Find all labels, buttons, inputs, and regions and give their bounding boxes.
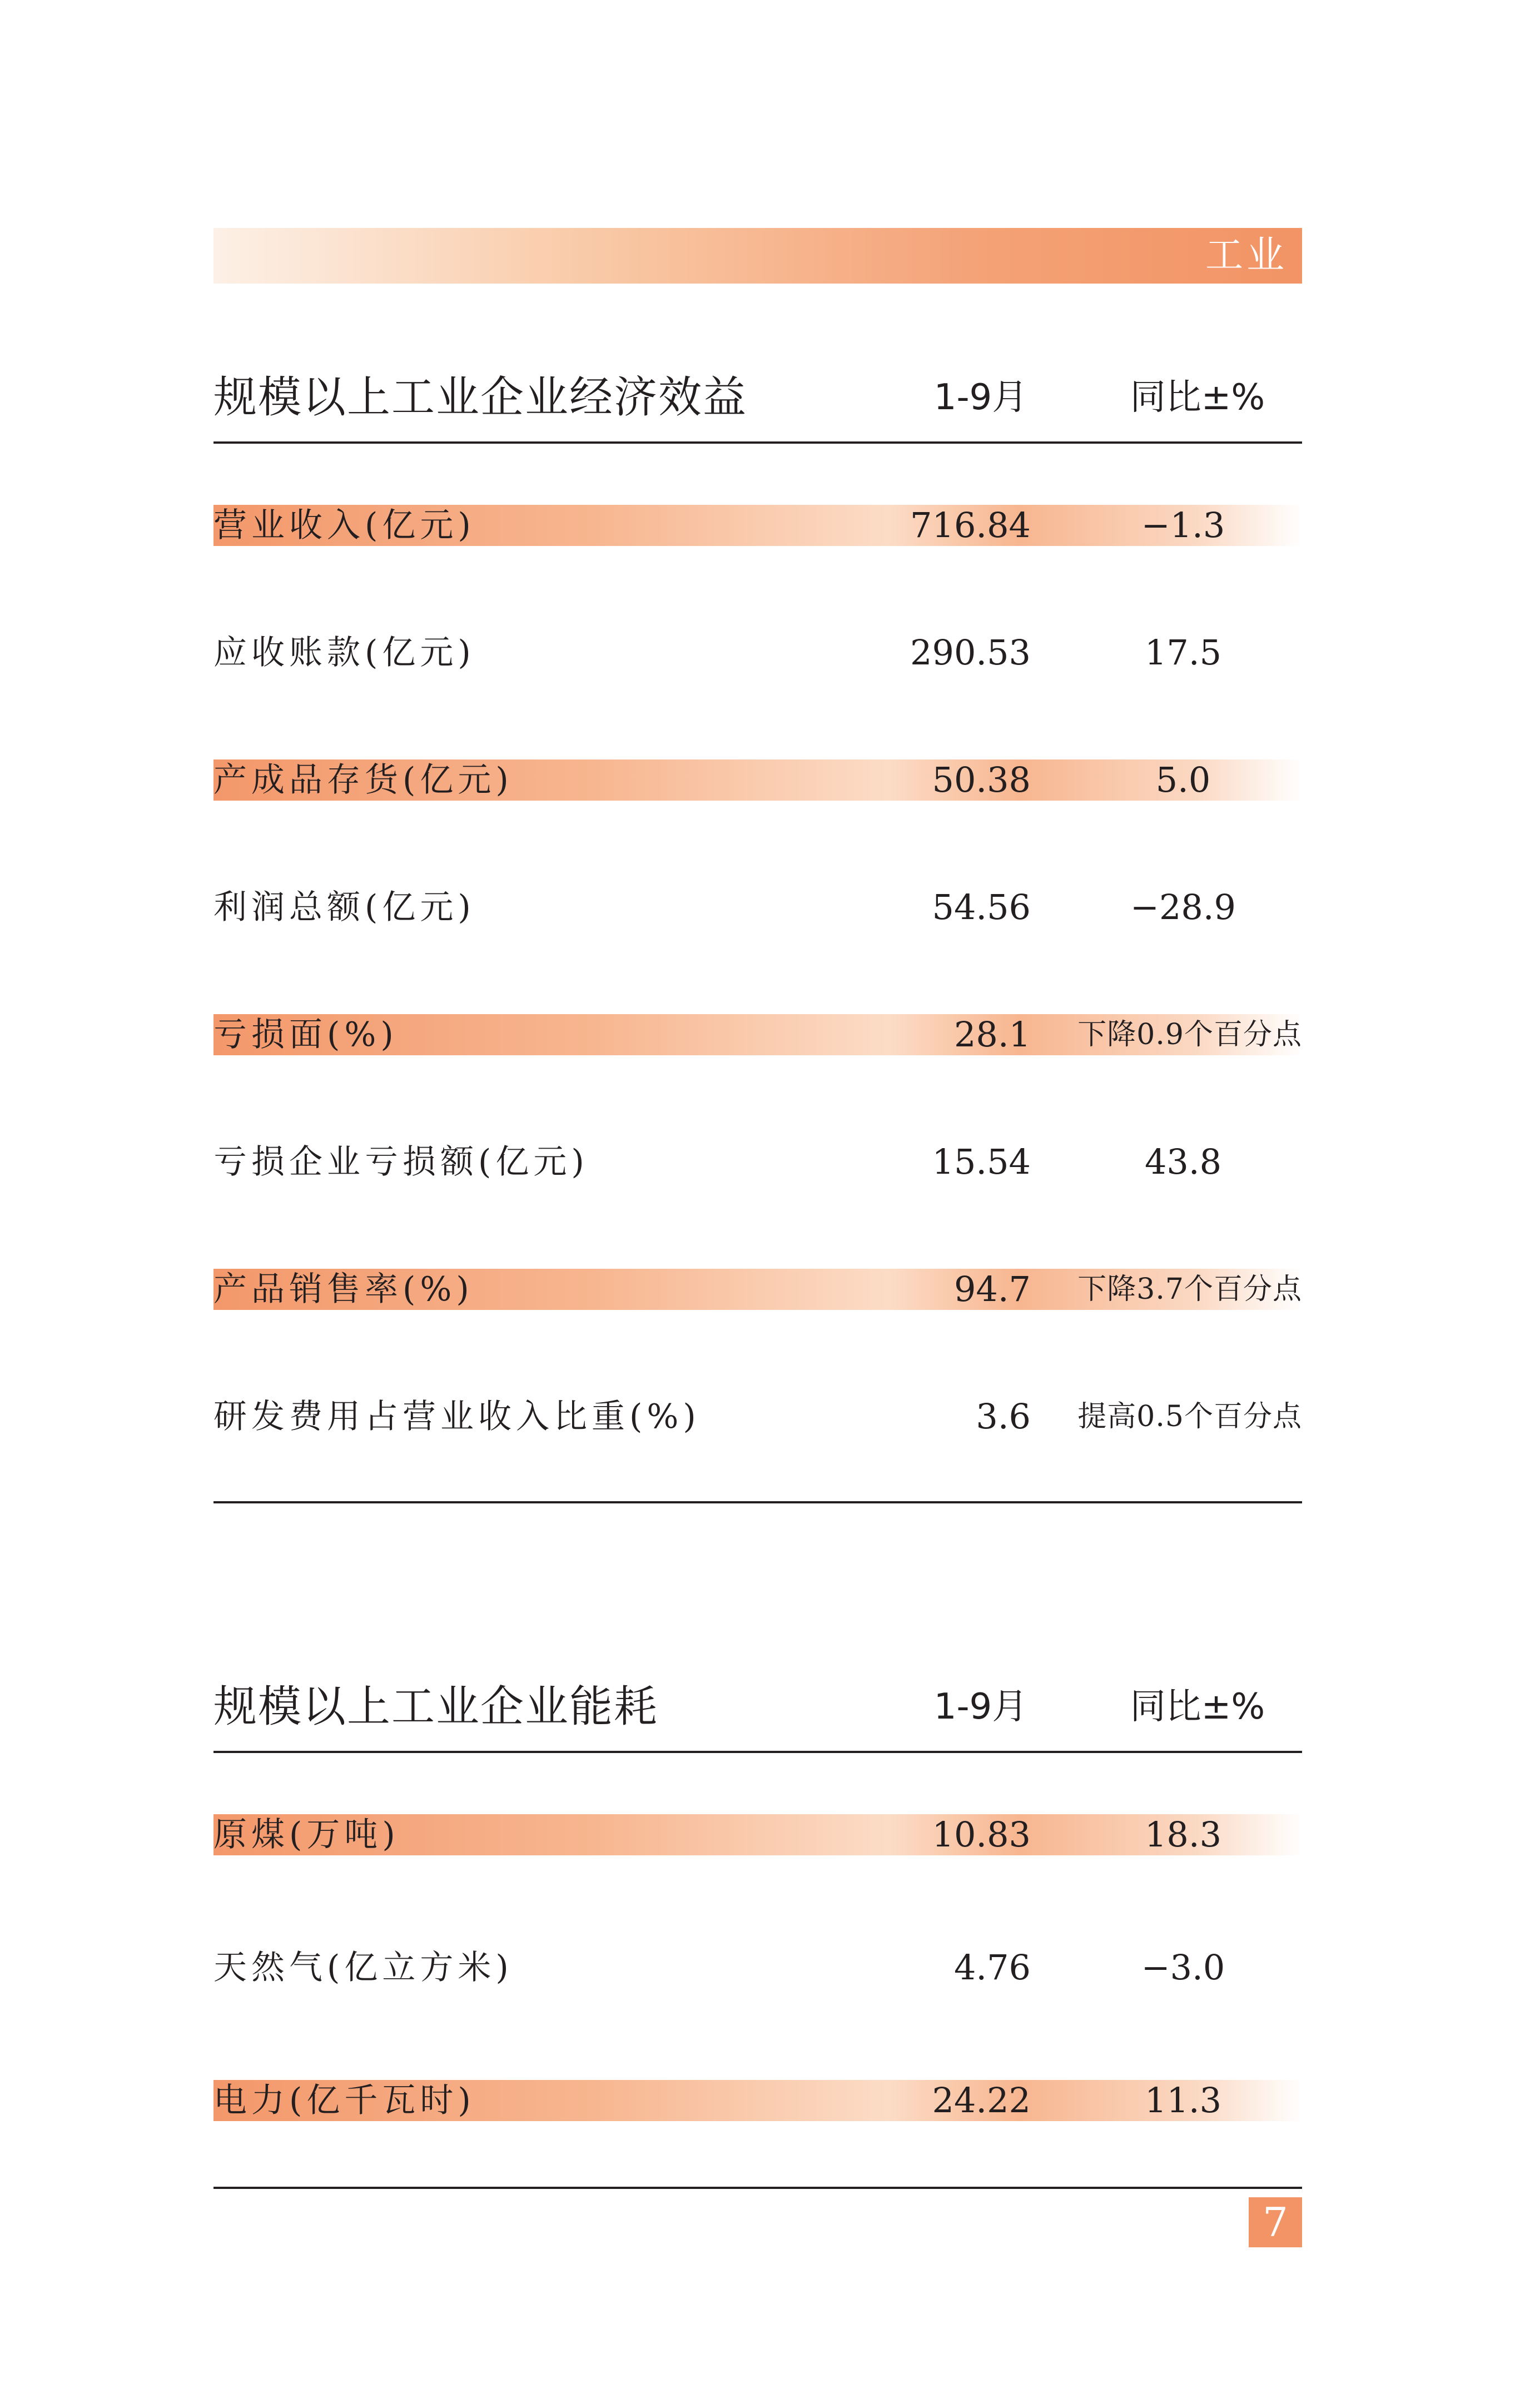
table-row	[213, 1014, 1302, 1055]
row-value: 15.54	[932, 1141, 1031, 1182]
footer-rule	[213, 2187, 1302, 2189]
footer-rule	[213, 1501, 1302, 1503]
row-change: 5.0	[1155, 759, 1211, 800]
row-value: 94.7	[953, 1269, 1031, 1309]
row-label: 利润总额(亿元)	[213, 888, 475, 927]
row-label: 电力(亿千瓦时)	[213, 2081, 475, 2120]
row-change: −3.0	[1141, 1947, 1225, 1988]
section-banner	[213, 228, 1302, 284]
row-label: 产成品存货(亿元)	[213, 761, 513, 800]
table-row	[213, 632, 1302, 673]
table-row	[213, 505, 1302, 546]
banner-title: 工业	[1205, 234, 1288, 277]
table-row	[213, 2080, 1302, 2121]
table-row	[213, 887, 1302, 928]
section-header	[213, 1676, 1302, 1737]
column-header-period: 1-9月	[933, 377, 1028, 418]
row-change: 43.8	[1144, 1141, 1222, 1182]
header-rule	[213, 441, 1302, 444]
table-row	[213, 1141, 1302, 1183]
row-change: 提高0.5个百分点	[1077, 1400, 1302, 1433]
row-value: 4.76	[953, 1947, 1031, 1988]
economic-benefits-section	[213, 367, 1302, 1437]
row-value: 28.1	[953, 1014, 1031, 1055]
column-header-change: 同比±%	[1130, 1686, 1265, 1727]
table-row	[213, 1814, 1302, 1855]
row-value: 3.6	[976, 1396, 1031, 1437]
row-label: 亏损企业亏损额(亿元)	[213, 1143, 589, 1181]
section-title: 规模以上工业企业能耗	[213, 1682, 659, 1732]
energy-consumption-section	[213, 1676, 1302, 2121]
row-label: 营业收入(亿元)	[213, 506, 475, 545]
row-change: −28.9	[1130, 887, 1236, 927]
column-header-change: 同比±%	[1130, 377, 1265, 418]
section-title: 规模以上工业企业经济效益	[213, 373, 748, 423]
row-label: 原煤(万吨)	[213, 1815, 400, 1854]
row-change: 下降3.7个百分点	[1077, 1273, 1302, 1306]
table-row	[213, 1947, 1302, 1988]
table-row	[213, 1396, 1302, 1437]
table-row	[213, 759, 1302, 801]
header-rule	[213, 1751, 1302, 1753]
row-label: 天然气(亿立方米)	[213, 1948, 513, 1987]
row-label: 亏损面(%)	[213, 1015, 398, 1054]
section-header	[213, 367, 1302, 428]
table-row	[213, 1269, 1302, 1310]
row-change: 18.3	[1144, 1814, 1222, 1855]
row-change: 11.3	[1144, 2080, 1222, 2121]
row-change: −1.3	[1141, 505, 1225, 545]
row-label: 应收账款(亿元)	[213, 633, 475, 672]
row-value: 10.83	[932, 1814, 1031, 1855]
row-label: 研发费用占营业收入比重(%)	[213, 1397, 701, 1436]
row-change: 下降0.9个百分点	[1077, 1018, 1302, 1051]
row-value: 50.38	[932, 759, 1031, 800]
row-value: 54.56	[932, 887, 1031, 927]
row-value: 24.22	[932, 2080, 1031, 2121]
row-change: 17.5	[1144, 632, 1222, 673]
column-header-period: 1-9月	[933, 1686, 1028, 1727]
row-value: 716.84	[910, 505, 1031, 545]
row-label: 产品销售率(%)	[213, 1270, 474, 1309]
row-value: 290.53	[910, 632, 1031, 673]
page-number: 7	[1249, 2197, 1302, 2247]
